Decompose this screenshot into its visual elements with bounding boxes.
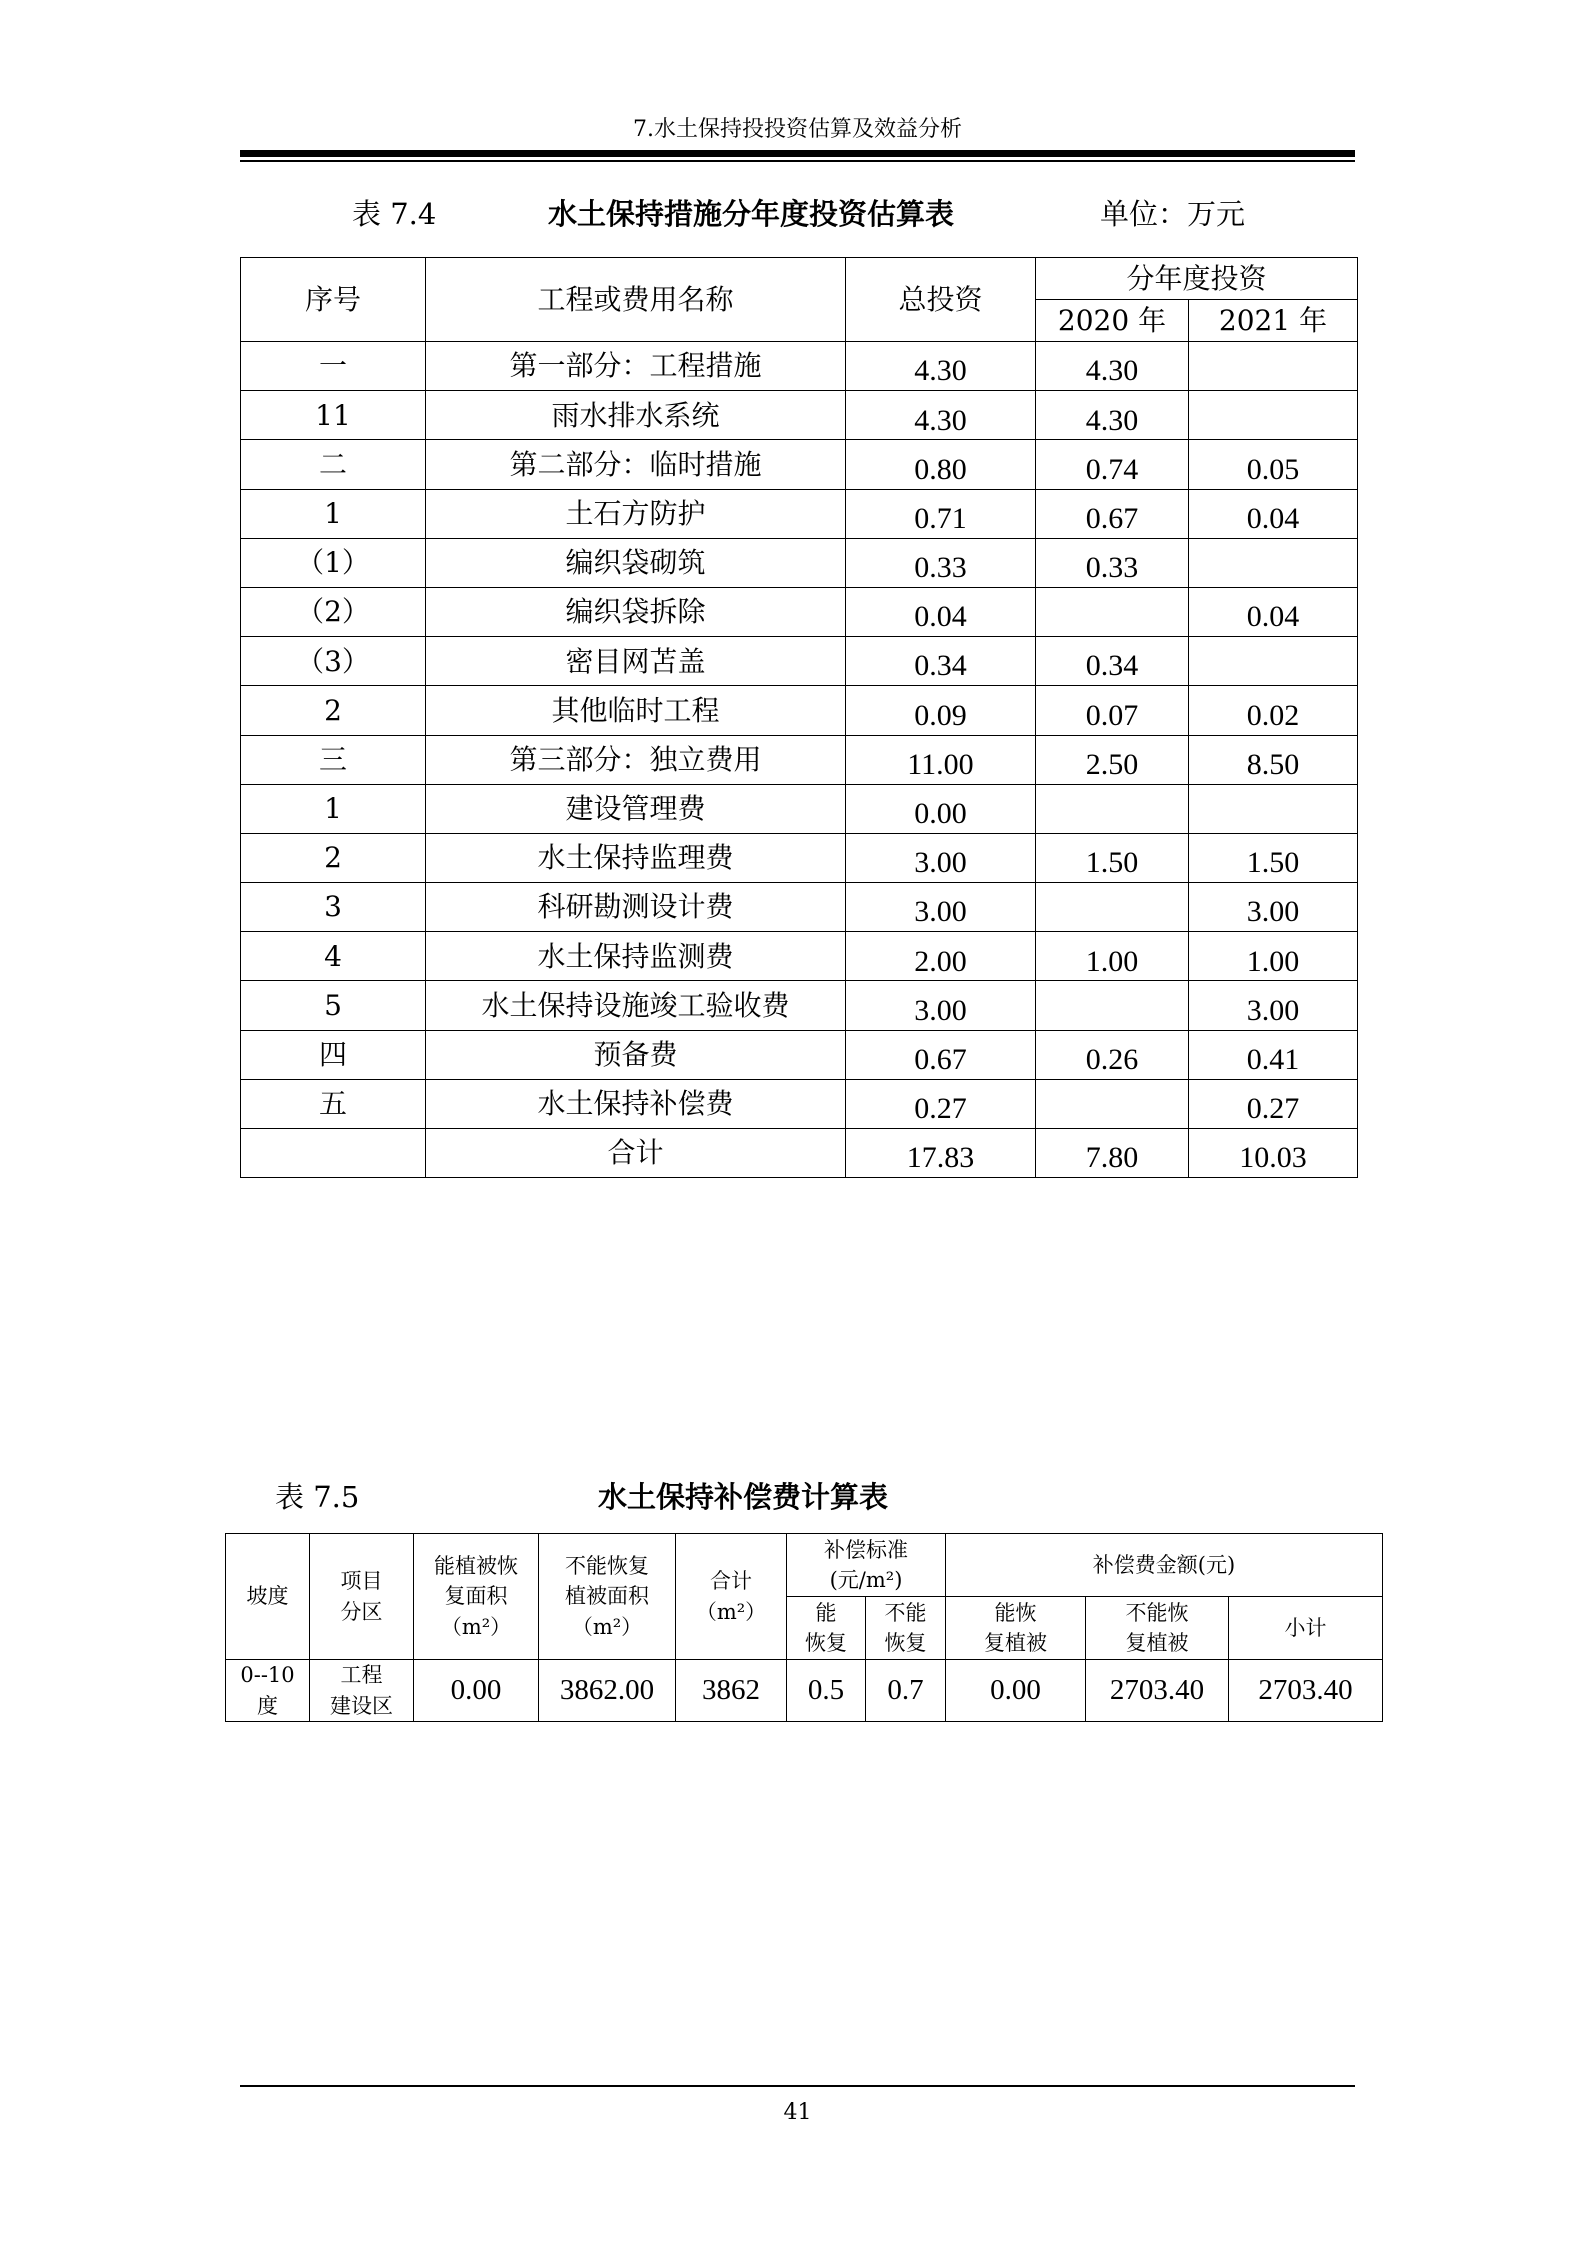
cell-2021: 0.04 xyxy=(1189,587,1358,636)
cell-2020 xyxy=(1036,587,1189,636)
cell-total: 0.33 xyxy=(846,538,1036,587)
cell-seq: （3） xyxy=(241,637,426,686)
cell-seq: 2 xyxy=(241,686,426,735)
header-recoverable-area: 能植被恢 复面积 （m²） xyxy=(414,1534,539,1660)
table-row xyxy=(241,342,1358,391)
cell-2020: 7.80 xyxy=(1036,1129,1189,1178)
header-total: 总投资 xyxy=(846,258,1036,342)
cell-2021: 3.00 xyxy=(1189,883,1358,932)
cell-total: 4.30 xyxy=(846,391,1036,440)
cell-name: 编织袋砌筑 xyxy=(426,538,846,587)
table-row xyxy=(241,981,1358,1030)
cell-total: 3.00 xyxy=(846,981,1036,1030)
cell-2021 xyxy=(1189,637,1358,686)
cell-2020: 4.30 xyxy=(1036,342,1189,391)
cell-2020: 4.30 xyxy=(1036,391,1189,440)
cell-2021: 0.05 xyxy=(1189,440,1358,489)
cell-total: 0.27 xyxy=(846,1079,1036,1128)
cell-total: 4.30 xyxy=(846,342,1036,391)
cell-seq: 11 xyxy=(241,391,426,440)
cell-2020: 1.00 xyxy=(1036,932,1189,981)
cell-2021: 1.50 xyxy=(1189,833,1358,882)
cell-2021: 3.00 xyxy=(1189,981,1358,1030)
cell-2020: 0.67 xyxy=(1036,489,1189,538)
cell-2021: 0.27 xyxy=(1189,1079,1358,1128)
table-row xyxy=(241,391,1358,440)
cell-seq: 一 xyxy=(241,342,426,391)
cell-seq: 五 xyxy=(241,1079,426,1128)
cell-2021: 0.41 xyxy=(1189,1030,1358,1079)
header-2020: 2020 年 xyxy=(1036,300,1189,342)
header-sum-area: 合计 （m²） xyxy=(676,1534,787,1660)
header-subtotal: 小计 xyxy=(1229,1597,1383,1660)
cell-total: 3.00 xyxy=(846,883,1036,932)
cell-amount-recoverable: 0.00 xyxy=(946,1660,1086,1722)
cell-name: 建设管理费 xyxy=(426,784,846,833)
cell-total: 17.83 xyxy=(846,1129,1036,1178)
cell-total: 0.09 xyxy=(846,686,1036,735)
header-seq: 序号 xyxy=(241,258,426,342)
cell-2020: 0.34 xyxy=(1036,637,1189,686)
cell-seq: 二 xyxy=(241,440,426,489)
cell-2020: 0.74 xyxy=(1036,440,1189,489)
cell-2020 xyxy=(1036,784,1189,833)
cell-name: 雨水排水系统 xyxy=(426,391,846,440)
cell-total: 2.00 xyxy=(846,932,1036,981)
cell-name: 第一部分：工程措施 xyxy=(426,342,846,391)
cell-seq: 4 xyxy=(241,932,426,981)
header-amount-unrecoverable: 不能恢 复植被 xyxy=(1086,1597,1229,1660)
table-row xyxy=(241,883,1358,932)
page-number: 41 xyxy=(783,2100,812,2125)
table-row xyxy=(241,932,1358,981)
cell-amount-unrecoverable: 2703.40 xyxy=(1086,1660,1229,1722)
cell-name: 水土保持设施竣工验收费 xyxy=(426,981,846,1030)
cell-2020: 1.50 xyxy=(1036,833,1189,882)
table-row xyxy=(241,538,1358,587)
cell-2020 xyxy=(1036,981,1189,1030)
cell-name: 密目网苫盖 xyxy=(426,637,846,686)
table-row xyxy=(241,833,1358,882)
cell-seq: 四 xyxy=(241,1030,426,1079)
header-unrecoverable-area: 不能恢复 植被面积 （m²） xyxy=(539,1534,676,1660)
cell-seq: （1） xyxy=(241,538,426,587)
investment-table xyxy=(240,257,1358,1178)
table-row xyxy=(241,686,1358,735)
cell-name: 预备费 xyxy=(426,1030,846,1079)
header-name: 工程或费用名称 xyxy=(426,258,846,342)
cell-2020 xyxy=(1036,1079,1189,1128)
header-standard: 补偿标准 (元/m²) xyxy=(787,1534,946,1597)
cell-total: 0.04 xyxy=(846,587,1036,636)
cell-name: 水土保持监测费 xyxy=(426,932,846,981)
cell-2020 xyxy=(1036,883,1189,932)
cell-2021 xyxy=(1189,391,1358,440)
cell-name: 第三部分：独立费用 xyxy=(426,735,846,784)
compensation-table xyxy=(225,1533,1383,1722)
header-zone: 项目 分区 xyxy=(310,1534,414,1660)
cell-seq: 三 xyxy=(241,735,426,784)
header-standard-unrecoverable: 不能 恢复 xyxy=(866,1597,946,1660)
header-2021: 2021 年 xyxy=(1189,300,1358,342)
table-row xyxy=(241,587,1358,636)
cell-2021: 10.03 xyxy=(1189,1129,1358,1178)
header-amount-recoverable: 能恢 复植被 xyxy=(946,1597,1086,1660)
cell-name: 科研勘测设计费 xyxy=(426,883,846,932)
table-row xyxy=(241,1030,1358,1079)
cell-name: 合计 xyxy=(426,1129,846,1178)
header-standard-recoverable: 能 恢复 xyxy=(787,1597,866,1660)
header-slope: 坡度 xyxy=(226,1534,310,1660)
cell-seq: （2） xyxy=(241,587,426,636)
cell-total: 11.00 xyxy=(846,735,1036,784)
table-row xyxy=(241,1129,1358,1178)
header-annual: 分年度投资 xyxy=(1036,258,1358,300)
table-7-4-title: 水土保持措施分年度投资估算表 xyxy=(548,197,955,231)
cell-2021: 0.04 xyxy=(1189,489,1358,538)
cell-total: 0.00 xyxy=(846,784,1036,833)
header-amount: 补偿费金额(元) xyxy=(946,1534,1383,1597)
cell-2021 xyxy=(1189,784,1358,833)
cell-unrecoverable-area: 3862.00 xyxy=(539,1660,676,1722)
cell-name: 水土保持监理费 xyxy=(426,833,846,882)
cell-subtotal: 2703.40 xyxy=(1229,1660,1383,1722)
cell-standard-unrecoverable: 0.7 xyxy=(866,1660,946,1722)
cell-name: 土石方防护 xyxy=(426,489,846,538)
cell-standard-recoverable: 0.5 xyxy=(787,1660,866,1722)
cell-seq xyxy=(241,1129,426,1178)
cell-2020: 0.07 xyxy=(1036,686,1189,735)
cell-2021 xyxy=(1189,342,1358,391)
cell-total: 0.80 xyxy=(846,440,1036,489)
table-row xyxy=(241,784,1358,833)
table-7-5-number: 表 7.5 xyxy=(275,1480,360,1514)
header-rule-thick xyxy=(240,150,1355,157)
table-row xyxy=(241,489,1358,538)
table-row xyxy=(241,637,1358,686)
cell-total: 0.67 xyxy=(846,1030,1036,1079)
cell-seq: 5 xyxy=(241,981,426,1030)
cell-seq: 2 xyxy=(241,833,426,882)
cell-zone: 工程 建设区 xyxy=(310,1660,414,1722)
footer-rule xyxy=(240,2085,1355,2087)
table-row xyxy=(226,1660,1383,1722)
cell-sum-area: 3862 xyxy=(676,1660,787,1722)
cell-2021: 0.02 xyxy=(1189,686,1358,735)
running-header: 7.水土保持投投资估算及效益分析 xyxy=(633,117,962,142)
cell-name: 第二部分：临时措施 xyxy=(426,440,846,489)
cell-seq: 3 xyxy=(241,883,426,932)
cell-total: 3.00 xyxy=(846,833,1036,882)
table-7-4-unit: 单位：万元 xyxy=(1100,197,1246,231)
cell-2021 xyxy=(1189,538,1358,587)
cell-2020: 0.33 xyxy=(1036,538,1189,587)
cell-name: 编织袋拆除 xyxy=(426,587,846,636)
cell-name: 水土保持补偿费 xyxy=(426,1079,846,1128)
table-row xyxy=(241,735,1358,784)
cell-recoverable-area: 0.00 xyxy=(414,1660,539,1722)
table-7-5-title: 水土保持补偿费计算表 xyxy=(598,1480,889,1514)
cell-2020: 2.50 xyxy=(1036,735,1189,784)
cell-seq: 1 xyxy=(241,489,426,538)
cell-name: 其他临时工程 xyxy=(426,686,846,735)
cell-2021: 1.00 xyxy=(1189,932,1358,981)
cell-seq: 1 xyxy=(241,784,426,833)
cell-total: 0.71 xyxy=(846,489,1036,538)
cell-2020: 0.26 xyxy=(1036,1030,1189,1079)
table-7-4-number: 表 7.4 xyxy=(352,197,437,231)
header-rule-thin xyxy=(240,160,1355,162)
cell-total: 0.34 xyxy=(846,637,1036,686)
table-row xyxy=(241,440,1358,489)
cell-2021: 8.50 xyxy=(1189,735,1358,784)
cell-slope: 0--10 度 xyxy=(226,1660,310,1722)
table-row xyxy=(241,1079,1358,1128)
